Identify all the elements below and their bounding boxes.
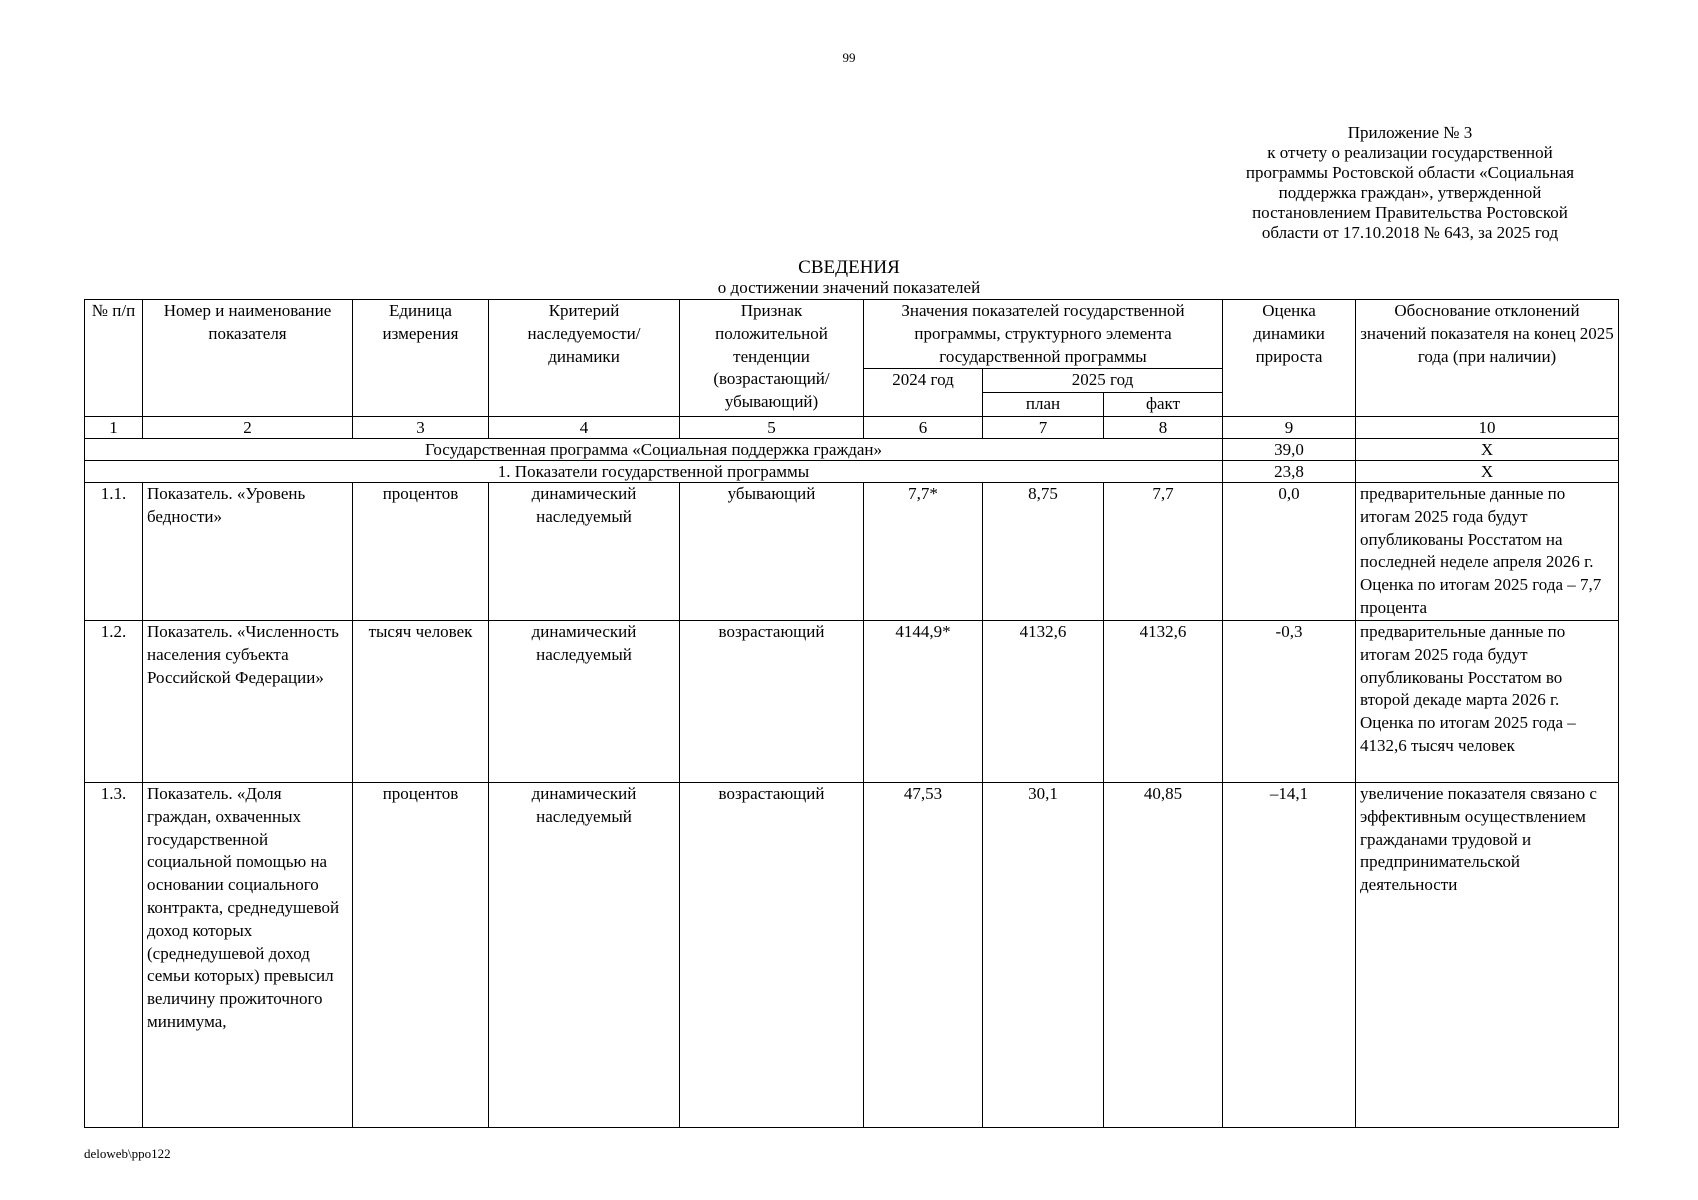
table-row [85,482,1619,620]
value-plan: 8,75 [983,482,1104,620]
indicator-criterion: динамический наследуемый [489,782,680,1127]
appendix-line: области от 17.10.2018 № 643, за 2025 год [1261,223,1559,242]
appendix-block [1210,123,1610,243]
appendix-line: к отчету о реализации государственной [1267,143,1553,162]
section-label: Государственная программа «Социальная поддержка граждан» [85,438,1223,460]
indicator-unit: тысяч человек [353,620,489,782]
section-score: 23,8 [1223,460,1356,482]
header-plan: план [983,393,1104,417]
table-row [85,620,1619,782]
header-num: № п/п [85,300,143,417]
value-fact: 4132,6 [1104,620,1223,782]
value-fact: 40,85 [1104,782,1223,1127]
column-number: 7 [983,416,1104,438]
footer-path: deloweb\ppo122 [84,1146,171,1161]
indicators-table [84,299,1619,1128]
section-note: X [1356,460,1619,482]
column-number: 9 [1223,416,1356,438]
column-number: 10 [1356,416,1619,438]
value-plan: 30,1 [983,782,1104,1127]
appendix-line: поддержка граждан», утвержденной [1278,183,1542,202]
indicator-name: Показатель. «Уровень бедности» [143,482,353,620]
table-row [85,782,1619,1127]
column-number: 6 [864,416,983,438]
indicator-name: Показатель. «Доля граждан, охваченных государственной социальной помощью на основании социального контракта, среднедушевой доход которых (среднедушевой доход семьи которых) превысил величину прожиточного минимума, [143,782,353,1127]
column-numbers-row [85,416,1619,438]
header-criterion: Критерий наследуемости/ динамики [489,300,680,417]
value-2024: 4144,9* [864,620,983,782]
indicator-name: Показатель. «Численность населения субъекта Российской Федерации» [143,620,353,782]
header-2025: 2025 год [983,369,1223,393]
appendix-line: программы Ростовской области «Социальная [1245,163,1575,182]
column-number: 2 [143,416,353,438]
value-score: -0,3 [1223,620,1356,782]
page-number: 99 [842,50,856,65]
row-number: 1.3. [85,782,143,1127]
row-number: 1.2. [85,620,143,782]
indicator-trend: возрастающий [680,782,864,1127]
deviation-reason: увеличение показателя связано с эффективным осуществлением гражданами трудовой и предпринимательской деятельности [1356,782,1619,1127]
value-plan: 4132,6 [983,620,1104,782]
value-2024: 7,7* [864,482,983,620]
value-fact: 7,7 [1104,482,1223,620]
column-number: 8 [1104,416,1223,438]
section-note: X [1356,438,1619,460]
header-reason: Обоснование отклонений значений показателя на конец 2025 года (при наличии) [1356,300,1619,417]
column-number: 3 [353,416,489,438]
header-values-group: Значения показателей государственной программы, структурного элемента государственной программы [864,300,1223,369]
column-number: 1 [85,416,143,438]
indicator-criterion: динамический наследуемый [489,482,680,620]
appendix-line: постановлением Правительства Ростовской [1252,203,1568,222]
deviation-reason: предварительные данные по итогам 2025 года будут опубликованы Росстатом во второй декаде марта 2026 г. Оценка по итогам 2025 года – 4132,6 тысяч человек [1356,620,1619,782]
appendix-line: Приложение № 3 [1347,123,1473,142]
header-row [85,300,1619,369]
section-label: 1. Показатели государственной программы [85,460,1223,482]
document-subtitle: о достижении значений показателей [717,278,981,297]
deviation-reason: предварительные данные по итогам 2025 года будут опубликованы Росстатом на последней неделе апреля 2026 г. Оценка по итогам 2025 года – 7,7 процента [1356,482,1619,620]
value-score: 0,0 [1223,482,1356,620]
indicator-unit: процентов [353,782,489,1127]
row-number: 1.1. [85,482,143,620]
section-score: 39,0 [1223,438,1356,460]
header-score: Оценка динамики прироста [1223,300,1356,417]
section-row [85,460,1619,482]
header-fact: факт [1104,393,1223,417]
header-trend: Признак положительной тенденции (возрастающий/ убывающий) [680,300,864,417]
header-unit: Единица измерения [353,300,489,417]
indicator-trend: возрастающий [680,620,864,782]
indicator-criterion: динамический наследуемый [489,620,680,782]
value-2024: 47,53 [864,782,983,1127]
column-number: 4 [489,416,680,438]
indicator-unit: процентов [353,482,489,620]
column-number: 5 [680,416,864,438]
header-2024: 2024 год [864,369,983,417]
section-row [85,438,1619,460]
value-score: –14,1 [1223,782,1356,1127]
indicator-trend: убывающий [680,482,864,620]
header-name: Номер и наименование показателя [143,300,353,417]
document-title: СВЕДЕНИЯ [798,257,900,278]
